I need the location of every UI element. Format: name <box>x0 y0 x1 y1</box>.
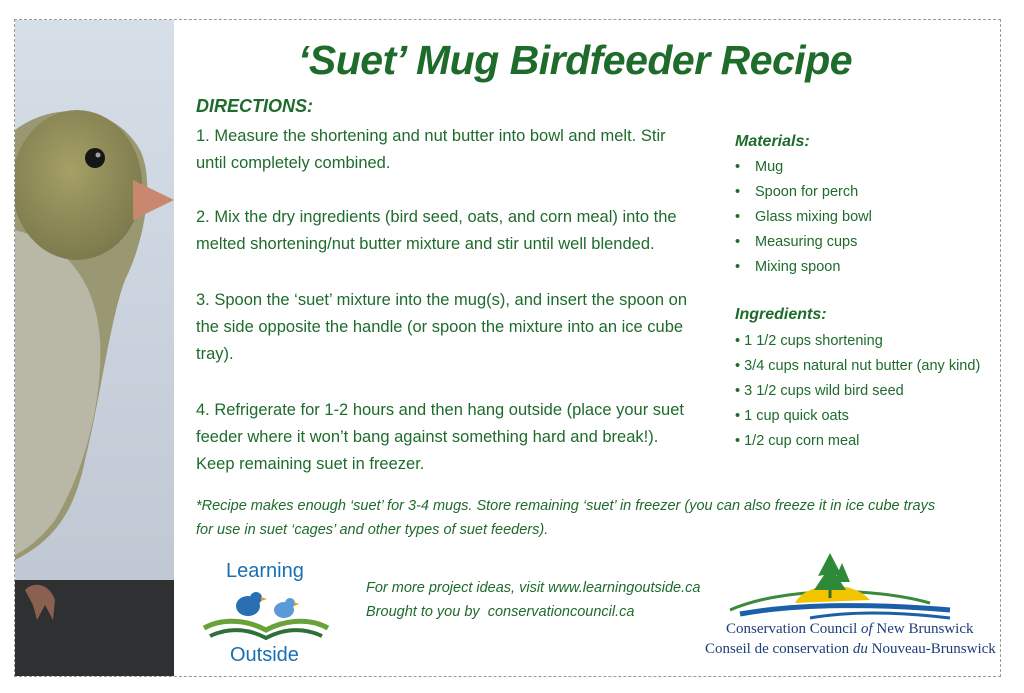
list-item: • 1 1/2 cups shortening <box>735 333 883 349</box>
list-item: • Spoon for perch <box>735 184 859 200</box>
logo-word-outside: Outside <box>230 644 299 666</box>
list-item: • Mixing spoon <box>735 259 841 275</box>
directions-heading: DIRECTIONS: <box>196 96 313 116</box>
logo-word-learning: Learning <box>226 560 304 582</box>
recipe-note: *Recipe makes enough ‘suet’ for 3-4 mugs. Store remaining ‘suet’ in freezer (you can also freeze it in ice cube trays for use in suet ‘cages’ and other types of suet feeders). <box>196 498 936 538</box>
page-title: ‘Suet’ Mug Birdfeeder Recipe <box>298 37 853 83</box>
materials-list <box>735 155 872 280</box>
promo-line-1: For more project ideas, visit www.learningoutside.ca <box>366 580 701 596</box>
list-item: • 3 1/2 cups wild bird seed <box>735 383 904 399</box>
list-item: • 1 cup quick oats <box>735 408 849 424</box>
promo-text <box>366 576 700 624</box>
direction-step-1: 1. Measure the shortening and nut butter into bowl and melt. Stir until completely combined. <box>196 127 666 172</box>
direction-step-4: 4. Refrigerate for 1-2 hours and then hang outside (place your suet feeder where it won’t bang against something hard and break!). Keep remaining suet in freezer. <box>196 401 684 473</box>
list-item: • 1/2 cup corn meal <box>735 433 860 449</box>
list-item: • Glass mixing bowl <box>735 209 872 225</box>
direction-step-2: 2. Mix the dry ingredients (bird seed, oats, and corn meal) into the melted shortening/nut butter mixture and stir until well blended. <box>196 208 677 253</box>
promo-line-2: Brought to you by conservationcouncil.ca <box>366 604 635 620</box>
list-item: • Measuring cups <box>735 234 858 250</box>
materials-heading: Materials: <box>735 133 810 150</box>
ingredients-heading: Ingredients: <box>735 306 827 323</box>
direction-step-3: 3. Spoon the ‘suet’ mixture into the mug(s), and insert the spoon on the side opposite the handle (or spoon the mixture into an ice cube tray). <box>196 291 688 363</box>
list-item: • Mug <box>735 159 784 175</box>
ccnb-name-french: Conseil de conservation du Nouveau-Brunswick <box>705 641 996 657</box>
ingredients-list <box>735 329 980 454</box>
birds-on-book-icon <box>196 586 336 646</box>
ccnb-name-english: Conservation Council of New Brunswick <box>726 621 974 637</box>
learning-outside-logo <box>196 560 336 670</box>
list-item: • 3/4 cups natural nut butter (any kind) <box>735 358 981 374</box>
website-link[interactable]: conservationcouncil.ca <box>487 604 635 620</box>
tree-landscape-icon <box>700 548 990 623</box>
bird-photo <box>15 20 174 677</box>
